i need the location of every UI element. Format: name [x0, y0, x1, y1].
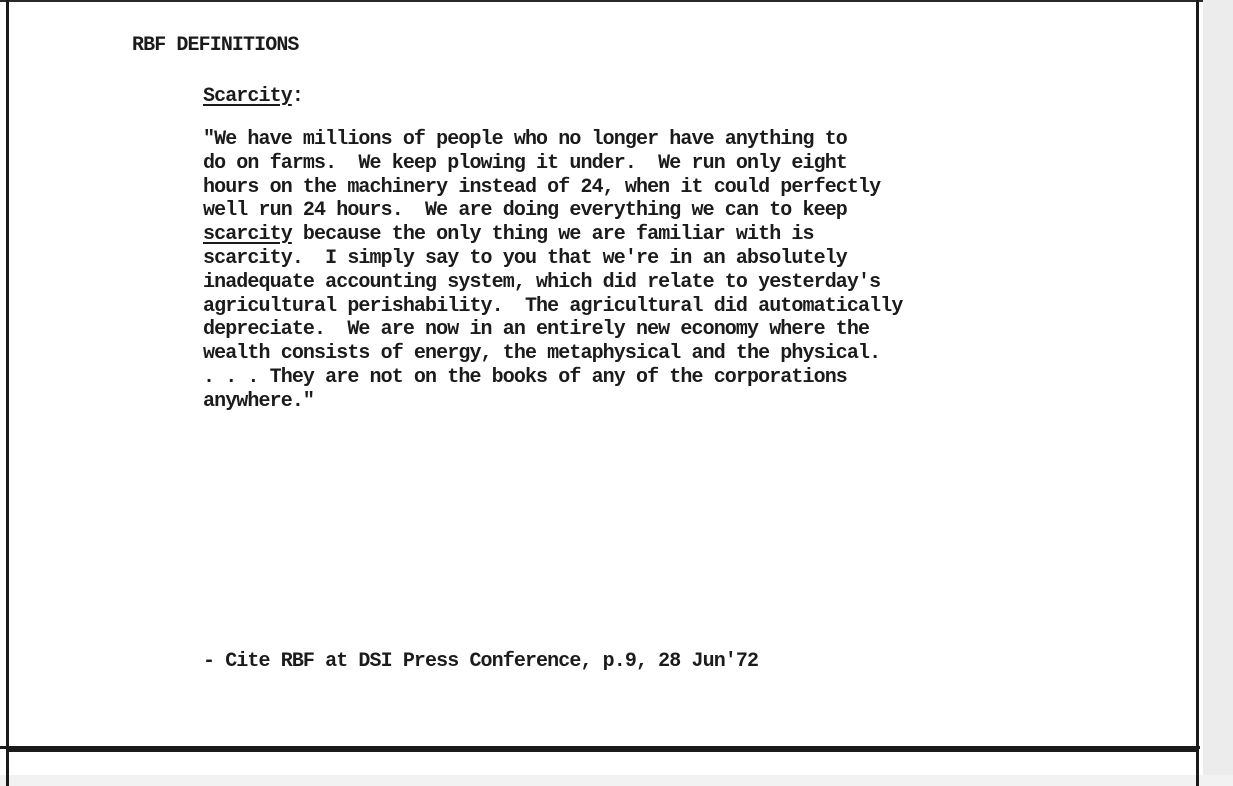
term-word: Scarcity: [203, 85, 292, 108]
term-title: [203, 85, 303, 108]
quote-line: "We have millions of people who no longer have anything to: [203, 128, 847, 151]
quote-line: do on farms. We keep plowing it under. We run only eight: [203, 151, 847, 175]
quote-line: wealth consists of energy, the metaphysical and the physical.: [203, 342, 881, 366]
next-card: [6, 746, 1199, 786]
quote-line: depreciate. We are now in an entirely new economy where the: [203, 318, 870, 342]
quote-line: anywhere.": [203, 389, 315, 413]
quote-line: . . . They are not on the books of any of the corporations: [203, 365, 847, 389]
term-colon: :: [291, 85, 303, 108]
quote-line: hours on the machinery instead of 24, when it could perfectly: [203, 175, 881, 199]
quote-line: scarcity. I simply say to you that we're in an absolutely: [203, 246, 847, 270]
quote-line-rest: because the only thing we are familiar with is: [291, 223, 814, 247]
emphasized-word: scarcity: [203, 223, 292, 247]
page-heading: RBF DEFINITIONS: [132, 34, 299, 57]
quote-line: inadequate accounting system, which did relate to yesterday's: [203, 270, 881, 294]
page-margin-strip: [1203, 0, 1233, 775]
citation: - Cite RBF at DSI Press Conference, p.9, 28 Jun'72: [203, 650, 759, 673]
quote-line: [203, 223, 1103, 247]
definition-quote: [203, 128, 1103, 414]
quote-line: well run 24 hours. We are doing everything we can to keep: [203, 199, 847, 223]
quote-line: agricultural perishability. The agricultural did automatically: [203, 294, 903, 318]
